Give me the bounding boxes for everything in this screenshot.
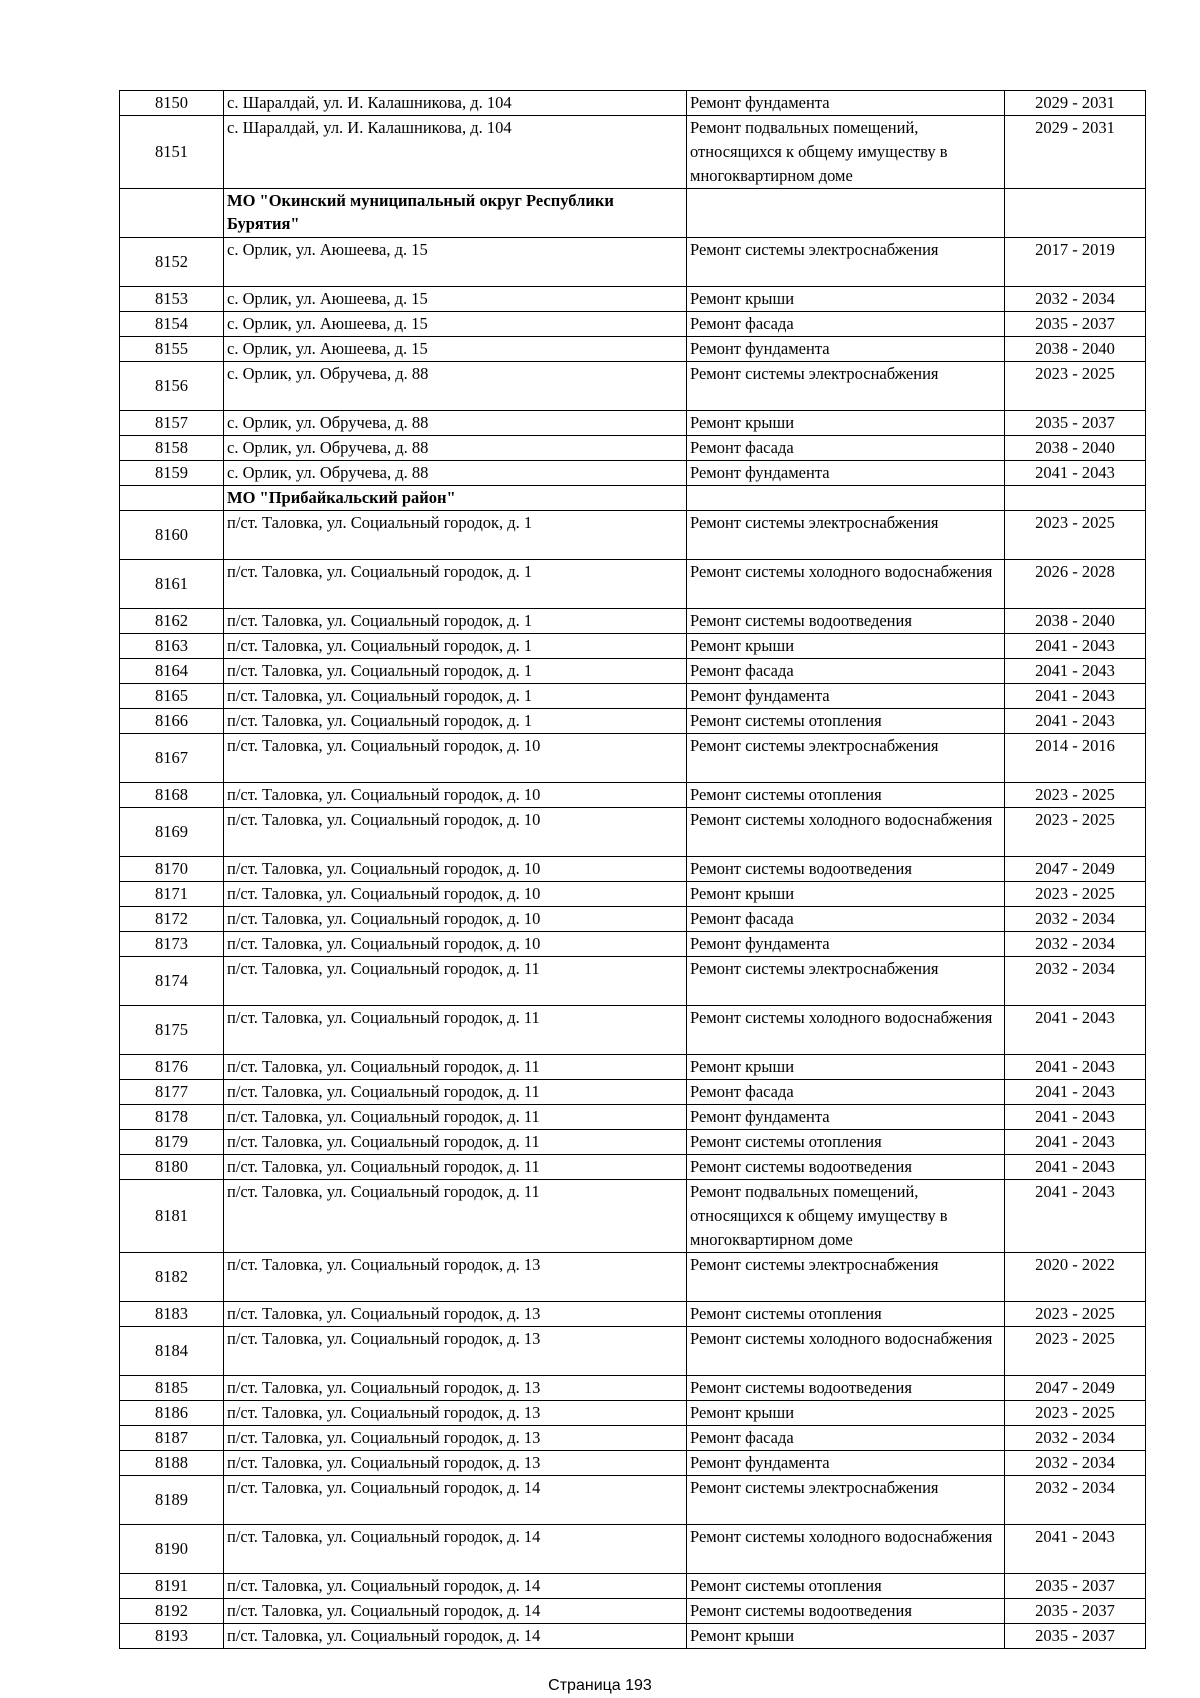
work-type-cell: Ремонт системы электроснабжения: [687, 734, 1005, 783]
row-number-cell: 8192: [120, 1599, 224, 1624]
row-number-cell: 8166: [120, 709, 224, 734]
row-number-cell: 8191: [120, 1574, 224, 1599]
address-cell: п/ст. Таловка, ул. Социальный городок, д. 13: [224, 1253, 687, 1302]
table-row: [120, 1574, 1146, 1599]
period-cell: 2032 - 2034: [1005, 957, 1146, 1006]
address-cell: п/ст. Таловка, ул. Социальный городок, д. 11: [224, 1180, 687, 1253]
page-number-label: Страница 193: [548, 1677, 652, 1694]
table-row: [120, 312, 1146, 337]
table-row: [120, 659, 1146, 684]
section-header-row: [120, 486, 1146, 511]
table-row: [120, 783, 1146, 808]
table-row: [120, 1327, 1146, 1376]
row-number-cell: 8159: [120, 461, 224, 486]
work-type-cell: Ремонт системы электроснабжения: [687, 362, 1005, 411]
row-number-cell: 8156: [120, 362, 224, 411]
table-row: [120, 1105, 1146, 1130]
address-cell: п/ст. Таловка, ул. Социальный городок, д. 11: [224, 1105, 687, 1130]
table-row: [120, 1055, 1146, 1080]
table-row: [120, 857, 1146, 882]
period-cell: 2032 - 2034: [1005, 932, 1146, 957]
table-row: [120, 1253, 1146, 1302]
row-number-cell: 8167: [120, 734, 224, 783]
period-cell: 2041 - 2043: [1005, 684, 1146, 709]
period-cell: 2017 - 2019: [1005, 238, 1146, 287]
address-cell: п/ст. Таловка, ул. Социальный городок, д. 1: [224, 511, 687, 560]
row-number-cell: 8157: [120, 411, 224, 436]
work-type-cell: Ремонт системы электроснабжения: [687, 238, 1005, 287]
table-row: [120, 932, 1146, 957]
period-cell: 2023 - 2025: [1005, 362, 1146, 411]
table-row: [120, 461, 1146, 486]
row-number-cell: 8193: [120, 1624, 224, 1649]
work-type-cell: Ремонт системы водоотведения: [687, 1376, 1005, 1401]
period-cell: [1005, 486, 1146, 511]
row-number-cell: 8151: [120, 116, 224, 189]
period-cell: 2038 - 2040: [1005, 436, 1146, 461]
row-number-cell: 8176: [120, 1055, 224, 1080]
address-cell: п/ст. Таловка, ул. Социальный городок, д. 10: [224, 932, 687, 957]
work-type-cell: Ремонт фасада: [687, 1080, 1005, 1105]
row-number-cell: 8175: [120, 1006, 224, 1055]
period-cell: 2047 - 2049: [1005, 857, 1146, 882]
address-cell: п/ст. Таловка, ул. Социальный городок, д. 11: [224, 1055, 687, 1080]
address-cell: с. Орлик, ул. Аюшеева, д. 15: [224, 337, 687, 362]
period-cell: 2041 - 2043: [1005, 1055, 1146, 1080]
table-row: [120, 560, 1146, 609]
period-cell: 2041 - 2043: [1005, 1525, 1146, 1574]
period-cell: 2032 - 2034: [1005, 1476, 1146, 1525]
address-cell: п/ст. Таловка, ул. Социальный городок, д. 10: [224, 857, 687, 882]
period-cell: 2023 - 2025: [1005, 511, 1146, 560]
work-type-cell: Ремонт системы водоотведения: [687, 857, 1005, 882]
address-cell: п/ст. Таловка, ул. Социальный городок, д. 1: [224, 709, 687, 734]
work-type-cell: Ремонт системы отопления: [687, 1302, 1005, 1327]
table-row: [120, 436, 1146, 461]
table-row: [120, 957, 1146, 1006]
address-cell: с. Орлик, ул. Аюшеева, д. 15: [224, 312, 687, 337]
row-number-cell: 8155: [120, 337, 224, 362]
table-row: [120, 411, 1146, 436]
row-number-cell: 8162: [120, 609, 224, 634]
row-number-cell: 8181: [120, 1180, 224, 1253]
row-number-cell: 8170: [120, 857, 224, 882]
address-cell: п/ст. Таловка, ул. Социальный городок, д. 14: [224, 1525, 687, 1574]
row-number-cell: 8187: [120, 1426, 224, 1451]
table-row: [120, 609, 1146, 634]
period-cell: 2035 - 2037: [1005, 411, 1146, 436]
table-row: [120, 337, 1146, 362]
row-number-cell: 8171: [120, 882, 224, 907]
period-cell: 2035 - 2037: [1005, 1624, 1146, 1649]
row-number-cell: 8153: [120, 287, 224, 312]
period-cell: 2023 - 2025: [1005, 783, 1146, 808]
address-cell: п/ст. Таловка, ул. Социальный городок, д. 14: [224, 1574, 687, 1599]
period-cell: 2032 - 2034: [1005, 1426, 1146, 1451]
address-cell: п/ст. Таловка, ул. Социальный городок, д. 1: [224, 560, 687, 609]
address-cell: п/ст. Таловка, ул. Социальный городок, д. 11: [224, 1080, 687, 1105]
address-cell: п/ст. Таловка, ул. Социальный городок, д. 1: [224, 634, 687, 659]
row-number-cell: 8180: [120, 1155, 224, 1180]
work-type-cell: Ремонт крыши: [687, 882, 1005, 907]
table-row: [120, 907, 1146, 932]
table-row: [120, 734, 1146, 783]
period-cell: 2023 - 2025: [1005, 1327, 1146, 1376]
address-cell: п/ст. Таловка, ул. Социальный городок, д. 10: [224, 783, 687, 808]
row-number-cell: 8154: [120, 312, 224, 337]
table-row: [120, 684, 1146, 709]
period-cell: 2041 - 2043: [1005, 634, 1146, 659]
period-cell: 2023 - 2025: [1005, 1401, 1146, 1426]
address-cell: п/ст. Таловка, ул. Социальный городок, д. 13: [224, 1376, 687, 1401]
work-type-cell: Ремонт крыши: [687, 287, 1005, 312]
address-cell: п/ст. Таловка, ул. Социальный городок, д. 13: [224, 1302, 687, 1327]
address-cell: п/ст. Таловка, ул. Социальный городок, д. 14: [224, 1599, 687, 1624]
work-type-cell: Ремонт крыши: [687, 1055, 1005, 1080]
period-cell: 2026 - 2028: [1005, 560, 1146, 609]
period-cell: 2041 - 2043: [1005, 659, 1146, 684]
row-number-cell: 8161: [120, 560, 224, 609]
work-type-cell: Ремонт фундамента: [687, 1105, 1005, 1130]
period-cell: 2032 - 2034: [1005, 287, 1146, 312]
address-cell: с. Орлик, ул. Обручева, д. 88: [224, 436, 687, 461]
table-row: [120, 1426, 1146, 1451]
row-number-cell: 8173: [120, 932, 224, 957]
address-cell: п/ст. Таловка, ул. Социальный городок, д. 1: [224, 609, 687, 634]
work-type-cell: Ремонт крыши: [687, 634, 1005, 659]
row-number-cell: 8188: [120, 1451, 224, 1476]
work-type-cell: Ремонт фасада: [687, 436, 1005, 461]
work-type-cell: Ремонт фундамента: [687, 1451, 1005, 1476]
period-cell: 2047 - 2049: [1005, 1376, 1146, 1401]
address-cell: п/ст. Таловка, ул. Социальный городок, д. 1: [224, 684, 687, 709]
address-cell: п/ст. Таловка, ул. Социальный городок, д. 14: [224, 1476, 687, 1525]
work-type-cell: Ремонт фасада: [687, 907, 1005, 932]
table-row: [120, 91, 1146, 116]
work-type-cell: Ремонт системы электроснабжения: [687, 511, 1005, 560]
period-cell: 2041 - 2043: [1005, 1180, 1146, 1253]
period-cell: 2038 - 2040: [1005, 609, 1146, 634]
address-cell: п/ст. Таловка, ул. Социальный городок, д. 13: [224, 1327, 687, 1376]
address-cell: с. Орлик, ул. Аюшеева, д. 15: [224, 287, 687, 312]
row-number-cell: 8150: [120, 91, 224, 116]
table-row: [120, 1525, 1146, 1574]
work-type-cell: Ремонт системы отопления: [687, 1130, 1005, 1155]
table-row: [120, 1130, 1146, 1155]
period-cell: 2041 - 2043: [1005, 1080, 1146, 1105]
work-type-cell: Ремонт системы водоотведения: [687, 609, 1005, 634]
address-cell: с. Орлик, ул. Обручева, д. 88: [224, 362, 687, 411]
table-row: [120, 362, 1146, 411]
table-row: [120, 1599, 1146, 1624]
work-type-cell: Ремонт фундамента: [687, 337, 1005, 362]
table-row: [120, 1080, 1146, 1105]
table-row: [120, 287, 1146, 312]
address-cell: п/ст. Таловка, ул. Социальный городок, д. 13: [224, 1401, 687, 1426]
table-row: [120, 511, 1146, 560]
table-row: [120, 1180, 1146, 1253]
period-cell: 2041 - 2043: [1005, 709, 1146, 734]
address-cell: с. Орлик, ул. Обручева, д. 88: [224, 461, 687, 486]
row-number-cell: 8158: [120, 436, 224, 461]
address-cell: с. Орлик, ул. Аюшеева, д. 15: [224, 238, 687, 287]
work-type-cell: Ремонт системы отопления: [687, 1574, 1005, 1599]
works-table: [119, 90, 1146, 1649]
table-row: [120, 1451, 1146, 1476]
work-type-cell: Ремонт фундамента: [687, 461, 1005, 486]
table-row: [120, 1376, 1146, 1401]
address-cell: п/ст. Таловка, ул. Социальный городок, д. 13: [224, 1426, 687, 1451]
work-type-cell: Ремонт подвальных помещений, относящихся к общему имуществу в многоквартирном доме: [687, 116, 1005, 189]
work-type-cell: Ремонт системы электроснабжения: [687, 957, 1005, 1006]
work-type-cell: [687, 486, 1005, 511]
table-row: [120, 634, 1146, 659]
work-type-cell: Ремонт системы холодного водоснабжения: [687, 1327, 1005, 1376]
row-number-cell: 8177: [120, 1080, 224, 1105]
work-type-cell: Ремонт системы электроснабжения: [687, 1476, 1005, 1525]
address-cell: п/ст. Таловка, ул. Социальный городок, д. 10: [224, 882, 687, 907]
work-type-cell: Ремонт системы холодного водоснабжения: [687, 1006, 1005, 1055]
address-cell: п/ст. Таловка, ул. Социальный городок, д. 1: [224, 659, 687, 684]
row-number-cell: 8190: [120, 1525, 224, 1574]
period-cell: 2041 - 2043: [1005, 461, 1146, 486]
period-cell: 2020 - 2022: [1005, 1253, 1146, 1302]
work-type-cell: Ремонт системы холодного водоснабжения: [687, 808, 1005, 857]
period-cell: 2041 - 2043: [1005, 1006, 1146, 1055]
work-type-cell: Ремонт фундамента: [687, 91, 1005, 116]
table-row: [120, 1624, 1146, 1649]
work-type-cell: Ремонт крыши: [687, 411, 1005, 436]
row-number-cell: 8179: [120, 1130, 224, 1155]
section-title-cell: МО "Окинский муниципальный округ Республики Бурятия": [224, 189, 687, 238]
period-cell: 2032 - 2034: [1005, 907, 1146, 932]
row-number-cell: 8169: [120, 808, 224, 857]
work-type-cell: Ремонт фундамента: [687, 684, 1005, 709]
work-type-cell: Ремонт фасада: [687, 1426, 1005, 1451]
period-cell: 2032 - 2034: [1005, 1451, 1146, 1476]
address-cell: п/ст. Таловка, ул. Социальный городок, д. 11: [224, 957, 687, 1006]
row-number-cell: 8186: [120, 1401, 224, 1426]
address-cell: п/ст. Таловка, ул. Социальный городок, д. 11: [224, 1006, 687, 1055]
period-cell: 2023 - 2025: [1005, 808, 1146, 857]
address-cell: с. Орлик, ул. Обручева, д. 88: [224, 411, 687, 436]
work-type-cell: Ремонт системы водоотведения: [687, 1599, 1005, 1624]
period-cell: 2038 - 2040: [1005, 337, 1146, 362]
page-footer: [0, 1677, 1200, 1695]
row-number-cell: 8178: [120, 1105, 224, 1130]
work-type-cell: Ремонт фундамента: [687, 932, 1005, 957]
section-title-cell: МО "Прибайкальский район": [224, 486, 687, 511]
period-cell: [1005, 189, 1146, 238]
row-number-cell: 8174: [120, 957, 224, 1006]
address-cell: п/ст. Таловка, ул. Социальный городок, д. 10: [224, 734, 687, 783]
work-type-cell: Ремонт крыши: [687, 1624, 1005, 1649]
row-number-cell: 8163: [120, 634, 224, 659]
work-type-cell: Ремонт системы холодного водоснабжения: [687, 560, 1005, 609]
period-cell: 2029 - 2031: [1005, 116, 1146, 189]
table-row: [120, 1302, 1146, 1327]
row-number-cell: 8168: [120, 783, 224, 808]
row-number-cell: 8183: [120, 1302, 224, 1327]
work-type-cell: Ремонт системы отопления: [687, 709, 1005, 734]
address-cell: п/ст. Таловка, ул. Социальный городок, д. 14: [224, 1624, 687, 1649]
period-cell: 2029 - 2031: [1005, 91, 1146, 116]
row-number-cell: 8184: [120, 1327, 224, 1376]
table-row: [120, 1006, 1146, 1055]
work-type-cell: Ремонт системы электроснабжения: [687, 1253, 1005, 1302]
row-number-cell: 8185: [120, 1376, 224, 1401]
period-cell: 2035 - 2037: [1005, 312, 1146, 337]
work-type-cell: Ремонт системы водоотведения: [687, 1155, 1005, 1180]
work-type-cell: Ремонт системы холодного водоснабжения: [687, 1525, 1005, 1574]
work-type-cell: Ремонт фасада: [687, 659, 1005, 684]
row-number-cell: [120, 189, 224, 238]
row-number-cell: 8165: [120, 684, 224, 709]
address-cell: с. Шаралдай, ул. И. Калашникова, д. 104: [224, 116, 687, 189]
address-cell: п/ст. Таловка, ул. Социальный городок, д. 11: [224, 1130, 687, 1155]
address-cell: п/ст. Таловка, ул. Социальный городок, д. 13: [224, 1451, 687, 1476]
period-cell: 2023 - 2025: [1005, 1302, 1146, 1327]
table-row: [120, 808, 1146, 857]
period-cell: 2041 - 2043: [1005, 1155, 1146, 1180]
works-table-body: [120, 91, 1146, 1649]
row-number-cell: 8152: [120, 238, 224, 287]
work-type-cell: Ремонт подвальных помещений, относящихся к общему имуществу в многоквартирном доме: [687, 1180, 1005, 1253]
address-cell: п/ст. Таловка, ул. Социальный городок, д. 10: [224, 808, 687, 857]
row-number-cell: 8189: [120, 1476, 224, 1525]
address-cell: п/ст. Таловка, ул. Социальный городок, д. 10: [224, 907, 687, 932]
address-cell: с. Шаралдай, ул. И. Калашникова, д. 104: [224, 91, 687, 116]
table-row: [120, 1155, 1146, 1180]
period-cell: 2014 - 2016: [1005, 734, 1146, 783]
address-cell: п/ст. Таловка, ул. Социальный городок, д. 11: [224, 1155, 687, 1180]
period-cell: 2035 - 2037: [1005, 1599, 1146, 1624]
period-cell: 2041 - 2043: [1005, 1105, 1146, 1130]
period-cell: 2023 - 2025: [1005, 882, 1146, 907]
period-cell: 2041 - 2043: [1005, 1130, 1146, 1155]
work-type-cell: [687, 189, 1005, 238]
work-type-cell: Ремонт фасада: [687, 312, 1005, 337]
row-number-cell: [120, 486, 224, 511]
work-type-cell: Ремонт системы отопления: [687, 783, 1005, 808]
table-row: [120, 1401, 1146, 1426]
table-row: [120, 882, 1146, 907]
row-number-cell: 8172: [120, 907, 224, 932]
table-row: [120, 116, 1146, 189]
work-type-cell: Ремонт крыши: [687, 1401, 1005, 1426]
period-cell: 2035 - 2037: [1005, 1574, 1146, 1599]
section-header-row: [120, 189, 1146, 238]
table-row: [120, 238, 1146, 287]
row-number-cell: 8182: [120, 1253, 224, 1302]
row-number-cell: 8160: [120, 511, 224, 560]
row-number-cell: 8164: [120, 659, 224, 684]
table-row: [120, 1476, 1146, 1525]
table-row: [120, 709, 1146, 734]
